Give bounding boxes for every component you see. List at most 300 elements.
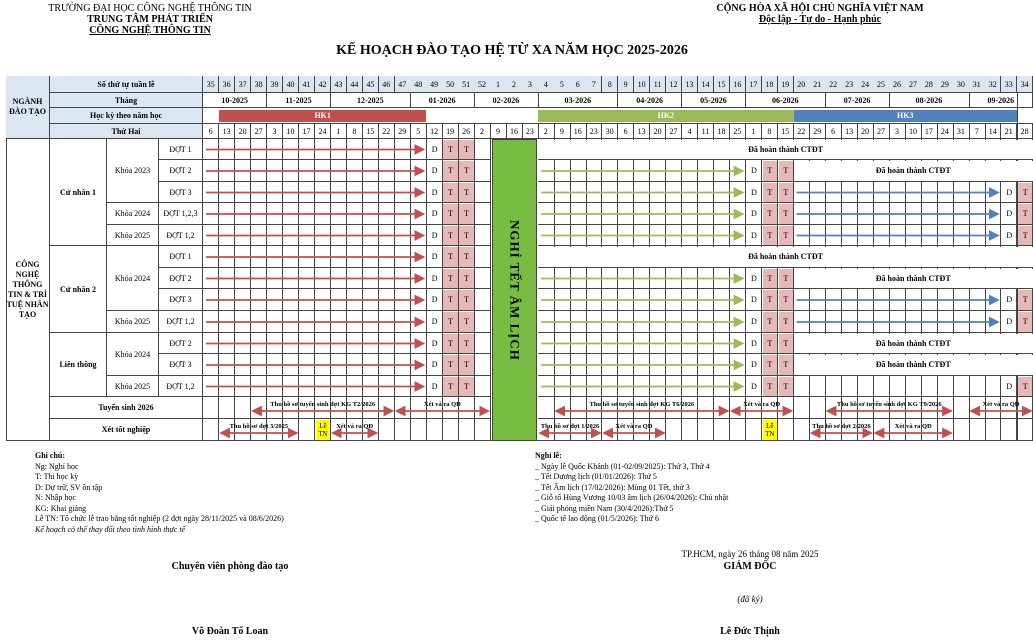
grid-cell xyxy=(953,376,969,397)
monday-cell: 17 xyxy=(299,124,315,139)
week-cell: 15 xyxy=(714,76,730,93)
grid-cell xyxy=(554,182,570,203)
grid-cell xyxy=(634,289,650,311)
grid-cell xyxy=(889,376,905,397)
grid-cell xyxy=(410,376,426,397)
major-cell: CÔNG NGHỆ THÔNG TIN & TRÍ TUỆ NHÂN TẠO xyxy=(6,139,50,441)
reserve-cell: D xyxy=(431,273,438,283)
grid-cell xyxy=(778,419,794,441)
grid-cell xyxy=(331,182,347,203)
week-cell: 40 xyxy=(283,76,299,93)
grid-cell xyxy=(203,397,219,419)
grid-cell xyxy=(1001,419,1017,441)
note-italic: Kế hoạch có thể thay đổi theo tình hình thực tế xyxy=(35,524,186,534)
cohort-cell: Khóa 2024 xyxy=(107,246,159,311)
week-cell: 47 xyxy=(395,76,411,93)
grid-cell xyxy=(1017,419,1033,441)
grid-cell xyxy=(714,268,730,289)
grid-cell xyxy=(937,289,953,311)
grid-cell xyxy=(363,354,379,376)
grid-cell xyxy=(203,354,219,376)
completed-note: Đã hoàn thành CTĐT xyxy=(794,269,1033,288)
grid-cell xyxy=(586,333,602,354)
org-header xyxy=(30,3,270,36)
reserve-cell: D xyxy=(431,381,438,391)
reserve-cell: D xyxy=(1006,230,1013,240)
grid-cell xyxy=(235,139,251,160)
grid-cell xyxy=(730,333,746,354)
grid-cell xyxy=(315,333,331,354)
grid-cell xyxy=(825,225,841,246)
grid-cell xyxy=(379,311,395,333)
grid-cell xyxy=(251,289,267,311)
grid-cell xyxy=(379,333,395,354)
grid-cell xyxy=(235,225,251,246)
holiday-item: _ Tết Âm lịch (17/02/2026): Mùng 01 Tết, thứ 3 xyxy=(535,482,690,492)
monday-cell: 6 xyxy=(618,124,634,139)
grid-cell xyxy=(730,203,746,225)
grid-cell xyxy=(809,397,825,419)
grid-cell xyxy=(650,311,666,333)
holiday-item: _ Quốc tế lao động (01/5/2026): Thứ 6 xyxy=(535,514,659,523)
exam-cell: T xyxy=(763,204,777,224)
exam-cell: T xyxy=(459,269,473,288)
grid-cell xyxy=(953,419,969,441)
grid-cell xyxy=(251,246,267,268)
reserve-cell: D xyxy=(431,360,438,369)
grid-cell xyxy=(538,376,554,397)
monday-cell: 13 xyxy=(841,124,857,139)
grid-cell xyxy=(299,354,315,376)
recruit-label: Tuyển sinh 2026 xyxy=(50,397,203,419)
grid-cell xyxy=(554,160,570,182)
grid-cell xyxy=(267,246,283,268)
grid-cell xyxy=(251,203,267,225)
grid-cell xyxy=(634,225,650,246)
exam-cell: T xyxy=(779,183,793,202)
exam-cell: T xyxy=(779,161,793,181)
grid-cell xyxy=(937,376,953,397)
monday-cell: 1 xyxy=(331,124,347,139)
grid-cell xyxy=(203,268,219,289)
grid-cell xyxy=(714,289,730,311)
week-cell: 52 xyxy=(474,76,490,93)
grid-cell xyxy=(985,203,1001,225)
grid-cell xyxy=(698,419,714,441)
exam-cell: T xyxy=(763,355,777,375)
week-cell: 38 xyxy=(251,76,267,93)
grid-cell xyxy=(618,311,634,333)
exam-cell: T xyxy=(459,247,473,267)
reserve-cell: D xyxy=(431,295,438,304)
grid-cell xyxy=(618,289,634,311)
week-cell: 8 xyxy=(602,76,618,93)
exam-cell: T xyxy=(779,226,793,245)
grid-cell xyxy=(730,182,746,203)
reserve-cell: D xyxy=(750,187,757,197)
week-cell: 11 xyxy=(650,76,666,93)
month-cell: 09-2026 xyxy=(969,93,1033,108)
exam-cell: T xyxy=(779,204,793,224)
grid-cell xyxy=(746,419,762,441)
grid-cell xyxy=(235,311,251,333)
cohort-cell: Khóa 2024 xyxy=(107,203,159,225)
grid-cell xyxy=(730,311,746,333)
week-cell: 23 xyxy=(841,76,857,93)
exam-cell: T xyxy=(443,204,457,224)
week-cell: 33 xyxy=(1001,76,1017,93)
month-cell: 08-2026 xyxy=(889,93,969,108)
grid-cell xyxy=(618,268,634,289)
left-signer-name: Võ Đoàn Tố Loan xyxy=(191,626,269,637)
grid-cell xyxy=(426,419,442,441)
grid-cell xyxy=(347,160,363,182)
grid-cell xyxy=(299,333,315,354)
grid-cell xyxy=(618,354,634,376)
grid-cell xyxy=(347,311,363,333)
grid-cell xyxy=(570,289,586,311)
monday-cell: 27 xyxy=(873,124,889,139)
grid-cell xyxy=(235,376,251,397)
grid-cell xyxy=(410,289,426,311)
reserve-cell: D xyxy=(750,295,757,304)
reserve-cell: D xyxy=(750,209,757,218)
week-cell: 4 xyxy=(538,76,554,93)
grid-cell xyxy=(682,203,698,225)
grid-cell xyxy=(315,246,331,268)
row-label-1: Tháng xyxy=(50,93,203,108)
grid-cell xyxy=(203,333,219,354)
cohort-cell: Khóa 2025 xyxy=(107,376,159,397)
grid-cell xyxy=(410,311,426,333)
grid-cell xyxy=(857,311,873,333)
grid-cell xyxy=(235,289,251,311)
grid-cell xyxy=(474,376,490,397)
grid-cell xyxy=(554,289,570,311)
org-line-1: TRƯỜNG ĐẠI HỌC CÔNG NGHỆ THÔNG TIN xyxy=(48,3,252,14)
grid-cell xyxy=(698,160,714,182)
grid-cell xyxy=(395,333,411,354)
monday-cell: 13 xyxy=(219,124,235,139)
grid-cell xyxy=(586,182,602,203)
monday-cell: 9 xyxy=(490,124,506,139)
holidays-block xyxy=(535,451,895,525)
grid-cell xyxy=(251,268,267,289)
exam-cell: T xyxy=(1018,377,1032,396)
grid-cell xyxy=(586,268,602,289)
grid-cell xyxy=(666,333,682,354)
exam-cell: T xyxy=(459,204,473,224)
schedule-note: Xét và ra QĐ xyxy=(982,401,1020,408)
program-cell: Cử nhân 1 xyxy=(50,139,107,246)
completed-note: Đã hoàn thành CTĐT xyxy=(794,161,1033,181)
grid-cell xyxy=(395,203,411,225)
grid-cell xyxy=(474,419,490,441)
grid-cell xyxy=(969,311,985,333)
grid-cell xyxy=(410,182,426,203)
grid-cell xyxy=(969,225,985,246)
grid-cell xyxy=(953,289,969,311)
grid-cell xyxy=(905,182,921,203)
week-cell: 27 xyxy=(905,76,921,93)
week-cell: 32 xyxy=(985,76,1001,93)
grid-cell xyxy=(219,333,235,354)
grid-cell xyxy=(698,289,714,311)
holidays-title: Nghỉ lễ: xyxy=(535,451,562,460)
schedule-note: Xét và ra QĐ xyxy=(743,401,781,408)
monday-cell: 23 xyxy=(522,124,538,139)
grid-cell xyxy=(905,376,921,397)
grid-cell xyxy=(315,225,331,246)
grid-cell xyxy=(299,419,315,441)
schedule-note: Xét và ra QĐ xyxy=(423,401,461,408)
grid-cell xyxy=(873,203,889,225)
monday-cell: 5 xyxy=(410,124,426,139)
schedule-note: Xét và ra QĐ xyxy=(336,423,374,430)
grid-cell xyxy=(283,376,299,397)
grid-cell xyxy=(618,203,634,225)
month-cell: 04-2026 xyxy=(618,93,682,108)
grid-cell xyxy=(809,182,825,203)
note-item: KG: Khai giảng xyxy=(35,503,87,513)
org-line-3: CÔNG NGHỆ THÔNG TIN xyxy=(89,25,211,36)
notes-block xyxy=(35,451,455,535)
grid-cell xyxy=(586,203,602,225)
grid-cell xyxy=(395,225,411,246)
graduation-ceremony-cell: Lễ TN xyxy=(316,420,330,440)
grid-cell xyxy=(219,203,235,225)
grid-cell xyxy=(235,333,251,354)
monday-cell: 13 xyxy=(634,124,650,139)
grid-cell xyxy=(602,354,618,376)
grid-cell xyxy=(331,376,347,397)
grid-cell xyxy=(794,203,810,225)
grid-cell xyxy=(554,225,570,246)
grid-cell xyxy=(299,139,315,160)
grid-cell xyxy=(570,203,586,225)
grid-cell xyxy=(825,376,841,397)
grid-cell xyxy=(363,182,379,203)
grid-cell xyxy=(410,160,426,182)
grid-cell xyxy=(618,182,634,203)
batch-cell: ĐỢT 1,2 xyxy=(159,225,203,246)
week-cell: 14 xyxy=(698,76,714,93)
exam-cell: T xyxy=(763,161,777,181)
grid-cell xyxy=(554,376,570,397)
grid-cell xyxy=(267,268,283,289)
reserve-cell: D xyxy=(431,252,438,261)
schedule-note: Xét và ra QĐ xyxy=(615,423,653,430)
exam-cell: T xyxy=(763,183,777,202)
grid-cell xyxy=(554,311,570,333)
grid-cell xyxy=(969,289,985,311)
reserve-cell: D xyxy=(750,381,757,391)
grid-cell xyxy=(841,376,857,397)
grid-cell xyxy=(251,376,267,397)
semester-bar-hk2: HK2 xyxy=(538,110,793,122)
grid-cell xyxy=(937,225,953,246)
grid-cell xyxy=(586,376,602,397)
monday-cell: 19 xyxy=(442,124,458,139)
reserve-cell: D xyxy=(750,317,757,326)
week-cell: 28 xyxy=(921,76,937,93)
grid-cell xyxy=(682,333,698,354)
grid-cell xyxy=(554,268,570,289)
org-line-2: TRUNG TÂM PHÁT TRIỂN xyxy=(87,14,213,25)
grid-cell xyxy=(730,289,746,311)
grid-cell xyxy=(315,203,331,225)
grid-cell xyxy=(379,225,395,246)
grid-cell xyxy=(219,268,235,289)
grid-cell xyxy=(682,268,698,289)
grid-cell xyxy=(730,419,746,441)
grid-cell xyxy=(219,139,235,160)
exam-cell: T xyxy=(443,183,457,202)
grid-cell xyxy=(634,333,650,354)
grid-cell xyxy=(347,139,363,160)
grid-cell xyxy=(698,268,714,289)
grid-cell xyxy=(299,268,315,289)
exam-cell: T xyxy=(459,183,473,202)
grid-cell xyxy=(618,333,634,354)
grid-cell xyxy=(953,397,969,419)
grid-cell xyxy=(714,376,730,397)
grid-cell xyxy=(395,311,411,333)
grid-cell xyxy=(235,397,251,419)
grid-cell xyxy=(299,182,315,203)
grid-cell xyxy=(714,354,730,376)
monday-cell: 8 xyxy=(762,124,778,139)
grid-cell xyxy=(985,225,1001,246)
grid-cell xyxy=(363,289,379,311)
monday-cell: 6 xyxy=(203,124,219,139)
grid-cell xyxy=(410,268,426,289)
grid-cell xyxy=(331,311,347,333)
grid-cell xyxy=(235,268,251,289)
grid-cell xyxy=(363,203,379,225)
note-item: Lễ TN: Tổ chức lễ trao bằng tốt nghiệp (2 đợt ngày 28/11/2025 và 08/6/2026) xyxy=(35,514,284,523)
grid-cell xyxy=(331,139,347,160)
grid-cell xyxy=(379,160,395,182)
grid-cell xyxy=(410,225,426,246)
grid-cell xyxy=(379,354,395,376)
monday-cell: 24 xyxy=(937,124,953,139)
completed-note: Đã hoàn thành CTĐT xyxy=(794,355,1033,375)
grid-cell xyxy=(219,225,235,246)
grid-cell xyxy=(921,311,937,333)
grid-cell xyxy=(474,289,490,311)
grid-cell xyxy=(379,268,395,289)
grid-cell xyxy=(666,182,682,203)
grid-cell xyxy=(331,160,347,182)
monday-cell: 9 xyxy=(554,124,570,139)
grid-cell xyxy=(650,203,666,225)
grid-cell xyxy=(794,376,810,397)
month-cell: 11-2025 xyxy=(267,93,331,108)
grid-cell xyxy=(985,376,1001,397)
grid-cell xyxy=(538,160,554,182)
grid-cell xyxy=(809,203,825,225)
monday-cell: 1 xyxy=(746,124,762,139)
grid-cell xyxy=(602,376,618,397)
grid-cell xyxy=(937,311,953,333)
exam-cell: T xyxy=(443,161,457,181)
grid-cell xyxy=(969,419,985,441)
grid-cell xyxy=(634,160,650,182)
row-label-3: Thứ Hai xyxy=(50,124,203,139)
tet-holiday-block xyxy=(492,139,537,441)
reserve-cell: D xyxy=(750,230,757,240)
week-cell: 5 xyxy=(554,76,570,93)
completed-note: Đã hoàn thành CTĐT xyxy=(538,140,1033,159)
grid-cell xyxy=(379,246,395,268)
row-label-2: Học kỳ theo năm học xyxy=(50,108,203,124)
grid-cell xyxy=(570,160,586,182)
grid-cell xyxy=(857,289,873,311)
grid-cell xyxy=(921,225,937,246)
place-date: TP.HCM, ngày 26 tháng 08 năm 2025 xyxy=(681,549,819,559)
grid-cell xyxy=(714,333,730,354)
grid-cell xyxy=(203,139,219,160)
grid-cell xyxy=(283,354,299,376)
monday-cell: 23 xyxy=(586,124,602,139)
grid-cell xyxy=(299,311,315,333)
monday-cell: 3 xyxy=(889,124,905,139)
exam-cell: T xyxy=(443,269,457,288)
grid-cell xyxy=(235,203,251,225)
grid-cell xyxy=(315,160,331,182)
grid-cell xyxy=(794,397,810,419)
grid-cell xyxy=(889,225,905,246)
grid-cell xyxy=(363,225,379,246)
week-cell: 2 xyxy=(506,76,522,93)
cohort-cell: Khóa 2024 xyxy=(107,333,159,376)
grid-cell xyxy=(682,419,698,441)
grid-cell xyxy=(857,203,873,225)
grid-cell xyxy=(315,139,331,160)
exam-cell: T xyxy=(763,377,777,396)
grid-cell xyxy=(410,333,426,354)
grid-cell xyxy=(283,160,299,182)
right-signer-name: Lê Đức Thịnh xyxy=(720,626,780,637)
grid-cell xyxy=(379,289,395,311)
grid-cell xyxy=(698,311,714,333)
grid-cell xyxy=(410,139,426,160)
exam-cell: T xyxy=(779,312,793,332)
grid-cell xyxy=(203,311,219,333)
semester-bar-hk3: HK3 xyxy=(794,110,1017,122)
grid-cell xyxy=(283,311,299,333)
exam-cell: T xyxy=(1018,204,1032,224)
grid-cell xyxy=(730,268,746,289)
grid-cell xyxy=(857,182,873,203)
week-cell: 36 xyxy=(219,76,235,93)
grid-cell xyxy=(682,311,698,333)
grid-cell xyxy=(666,311,682,333)
note-item: D: Dự trữ, SV ôn tập xyxy=(35,482,103,492)
grid-cell xyxy=(283,268,299,289)
reserve-cell: D xyxy=(431,166,438,175)
grid-cell xyxy=(283,333,299,354)
monday-cell: 10 xyxy=(905,124,921,139)
grid-cell xyxy=(203,376,219,397)
note-item: Ng: Nghỉ học xyxy=(35,461,79,471)
grid-cell xyxy=(921,182,937,203)
grid-cell xyxy=(809,376,825,397)
grid-cell xyxy=(570,333,586,354)
grid-cell xyxy=(363,160,379,182)
grid-cell xyxy=(634,268,650,289)
